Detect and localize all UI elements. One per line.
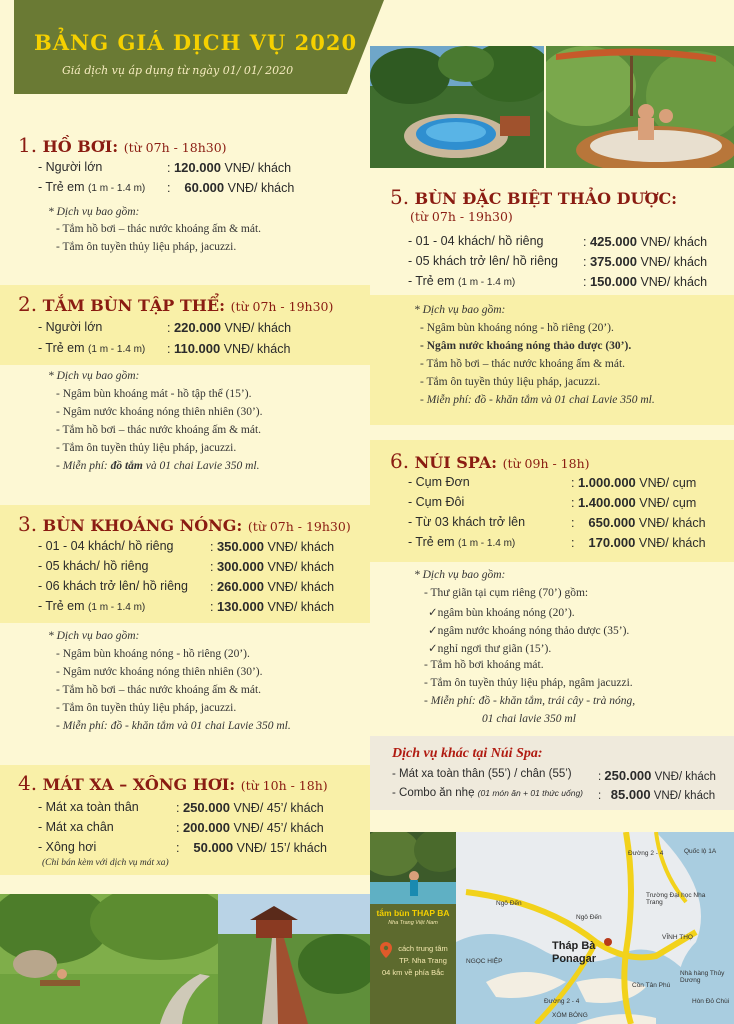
s2-row-adult-label: - Người lớn [38, 320, 103, 334]
map-label: Đường 2 - 4 [544, 998, 580, 1005]
map-label: Cồn Tân Phú [632, 982, 671, 989]
promo-brand-sub: Nha Trang Việt Nam [388, 920, 438, 926]
s4-row-label: - Xông hơi [38, 840, 97, 854]
map-label: Hòn Đỏ Chùi [692, 998, 730, 1005]
promo-line: TP. Nha Trang [399, 956, 447, 965]
promo-photo [370, 832, 456, 904]
map-label: Trường Đại học Nha Trang [646, 892, 706, 906]
s4-row-label: - Mát xa chân [38, 820, 114, 834]
s2-note: - Tắm hồ bơi – thác nước khoáng ấm & mát. [56, 424, 262, 436]
s2-row-adult-price: : 220.000 VNĐ/ khách [167, 320, 292, 335]
s6-row-price: : 1.400.000 VNĐ/ cụm [571, 495, 697, 510]
s5-note: - Tắm ôn tuyền thủy liệu pháp, jacuzzi. [420, 376, 601, 388]
s1-row-child-label: - Trẻ em (1 m - 1.4 m) [38, 180, 146, 194]
s6-note: - Tắm hồ bơi khoáng mát. [424, 659, 544, 671]
s6-note-free: 01 chai lavie 350 ml [482, 713, 576, 725]
s6-row-label: - Từ 03 khách trở lên [408, 515, 526, 529]
s5-row-price: : 375.000 VNĐ/ khách [583, 254, 708, 269]
map-label: Đường 2 - 4 [628, 850, 664, 857]
s3-note: - Ngâm nước khoáng nóng thiên nhiên (30’). [56, 666, 263, 678]
s3-note: - Tắm ôn tuyền thủy liệu pháp, jacuzzi. [56, 702, 237, 714]
s6-row-price: : 650.000 VNĐ/ khách [571, 515, 706, 530]
map-label: NGỌC HIỆP [466, 958, 503, 965]
s3-row-label: - 06 khách trở lên/ hồ riêng [38, 579, 188, 593]
s5-note: - Ngâm nước khoáng nóng thảo dược (30’). [420, 340, 632, 352]
s6-note: - Tắm ôn tuyền thủy liệu pháp, ngâm jacuzzi. [424, 677, 633, 689]
s5-row-price: : 425.000 VNĐ/ khách [583, 234, 708, 249]
s6-note-header: * Dịch vụ bao gồm: [414, 569, 506, 581]
map-landmark-title: Ponagar [552, 953, 597, 965]
s3-row-label: - 05 khách/ hồ riêng [38, 559, 149, 573]
jacuzzi-photo [546, 46, 734, 168]
s6-note-free: - Miễn phí: đồ - khăn tắm, trái cây - trà nóng, [424, 695, 636, 707]
s3-note-header: * Dịch vụ bao gồm: [48, 630, 140, 642]
s6-note: - Thư giãn tại cụm riêng (70’) gồm: [424, 587, 589, 599]
map-label: Quốc lộ 1A [684, 848, 717, 855]
s2-note: - Ngâm nước khoáng nóng thiên nhiên (30’). [56, 406, 263, 418]
promo-brand: tắm bùn THAP BA [376, 908, 450, 918]
s3-row-price: : 260.000 VNĐ/ khách [210, 579, 335, 594]
section-3-title: 3. BÙN KHOÁNG NÓNG: (từ 07h - 19h30) [18, 512, 351, 536]
other-row-price: : 85.000 VNĐ/ khách [598, 787, 716, 802]
s3-row-price: : 300.000 VNĐ/ khách [210, 559, 335, 574]
walkway-photo [218, 894, 370, 1024]
s4-row-price: : 50.000 VNĐ/ 15’/ khách [176, 840, 327, 855]
s5-row-label: - 01 - 04 khách/ hồ riêng [408, 234, 544, 248]
section-4-title: 4. MÁT XA – XÔNG HƠI: (từ 10h - 18h) [18, 771, 328, 795]
s3-row-price: : 130.000 VNĐ/ khách [210, 599, 335, 614]
map-label: XÓM BÓNG [552, 1012, 588, 1019]
section-5-title: 5. BÙN ĐẶC BIỆT THẢO DƯỢC: [390, 185, 678, 209]
s1-row-adult-label: - Người lớn [38, 160, 103, 174]
s2-note-header: * Dịch vụ bao gồm: [48, 370, 140, 382]
s4-row-price: : 200.000 VNĐ/ 45’/ khách [176, 820, 324, 835]
s2-note: - Ngâm bùn khoáng mát - hồ tập thể (15’). [56, 388, 252, 400]
s3-row-label: - 01 - 04 khách/ hồ riêng [38, 539, 174, 553]
s5-row-label: - Trẻ em (1 m - 1.4 m) [408, 274, 516, 288]
s4-row-price: : 250.000 VNĐ/ 45’/ khách [176, 800, 324, 815]
s3-note: - Ngâm bùn khoáng nóng - hồ riêng (20’). [56, 648, 250, 660]
s3-note: - Tắm hồ bơi – thác nước khoáng ấm & mát. [56, 684, 262, 696]
location-map [456, 832, 734, 1024]
s2-note-free: - Miễn phí: đồ tắm và 01 chai Lavie 350 ml. [56, 460, 260, 472]
s4-row-label: - Mát xa toàn thân [38, 800, 139, 814]
map-label: Ngô Đến [576, 914, 602, 921]
map-landmark-title: Tháp Bà [552, 940, 596, 952]
other-row-price: : 250.000 VNĐ/ khách [598, 768, 716, 783]
s5-row-label: - 05 khách trở lên/ hồ riêng [408, 254, 558, 268]
s2-note: - Tắm ôn tuyền thủy liệu pháp, jacuzzi. [56, 442, 237, 454]
page-subtitle: Giá dịch vụ áp dụng từ ngày 01/ 01/ 2020 [62, 64, 294, 77]
map-label: Ngô Đến [496, 900, 522, 907]
s5-row-price: : 150.000 VNĐ/ khách [583, 274, 708, 289]
s5-note-free: - Miễn phí: đồ - khăn tắm và 01 chai Lavie 350 ml. [420, 394, 655, 406]
garden-photo [0, 894, 218, 1024]
s3-row-label: - Trẻ em (1 m - 1.4 m) [38, 599, 146, 613]
s2-row-child-label: - Trẻ em (1 m - 1.4 m) [38, 341, 146, 355]
s1-note: - Tắm hồ bơi – thác nước khoáng ấm & mát. [56, 223, 262, 235]
s1-row-child-price: : 60.000 VNĐ/ khách [167, 180, 295, 195]
s6-note-check: ✓ngâm nước khoáng nóng thảo dược (35’). [428, 625, 630, 637]
page-title: BẢNG GIÁ DỊCH VỤ 2020 [34, 30, 358, 55]
s6-row-label: - Cụm Đơn [408, 475, 470, 489]
s6-row-price: : 170.000 VNĐ/ khách [571, 535, 706, 550]
section-1-title: 1. HỒ BƠI: (từ 07h - 18h30) [18, 133, 227, 157]
promo-line: cách trung tâm [398, 944, 448, 953]
s6-note-check: ✓nghỉ ngơi thư giãn (15’). [428, 643, 552, 655]
other-row-label: - Mát xa toàn thân (55’) / chân (55’) [392, 768, 572, 780]
section-6-title: 6. NÚI SPA: (từ 09h - 18h) [390, 449, 590, 473]
s4-note: (Chỉ bán kèm với dịch vụ mát xa) [42, 858, 169, 868]
section-2-title: 2. TẮM BÙN TẬP THỂ: (từ 07h - 19h30) [18, 292, 334, 316]
s6-row-price: : 1.000.000 VNĐ/ cụm [571, 475, 697, 490]
s1-row-adult-price: : 120.000 VNĐ/ khách [167, 160, 292, 175]
pool-photo [370, 46, 544, 168]
s6-note-check: ✓ngâm bùn khoáng nóng (20’). [428, 607, 575, 619]
section-5-time: (từ 07h - 19h30) [410, 209, 513, 224]
promo-line: 04 km về phía Bắc [381, 968, 445, 977]
s3-row-price: : 350.000 VNĐ/ khách [210, 539, 335, 554]
other-services-title: Dịch vụ khác tại Núi Spa: [392, 746, 543, 761]
s2-row-child-price: : 110.000 VNĐ/ khách [167, 341, 291, 356]
s5-note: - Ngâm bùn khoáng nóng - hồ riêng (20’). [420, 322, 614, 334]
s6-row-label: - Cụm Đôi [408, 495, 465, 509]
s6-row-label: - Trẻ em (1 m - 1.4 m) [408, 535, 516, 549]
map-label: Nhà hàng Thủy Dương [680, 970, 725, 984]
map-label: VĨNH THỌ [662, 934, 693, 941]
s5-note-header: * Dịch vụ bao gồm: [414, 304, 506, 316]
other-row-label: - Combo ăn nhẹ (01 món ăn + 01 thức uống) [392, 787, 584, 799]
s5-note: - Tắm hồ bơi – thác nước khoáng ấm & mát. [420, 358, 626, 370]
s1-note-header: * Dịch vụ bao gồm: [48, 206, 140, 218]
s3-note-free: - Miễn phí: đồ - khăn tắm và 01 chai Lavie 350 ml. [56, 720, 291, 732]
s1-note: - Tắm ôn tuyền thủy liệu pháp, jacuzzi. [56, 241, 237, 253]
